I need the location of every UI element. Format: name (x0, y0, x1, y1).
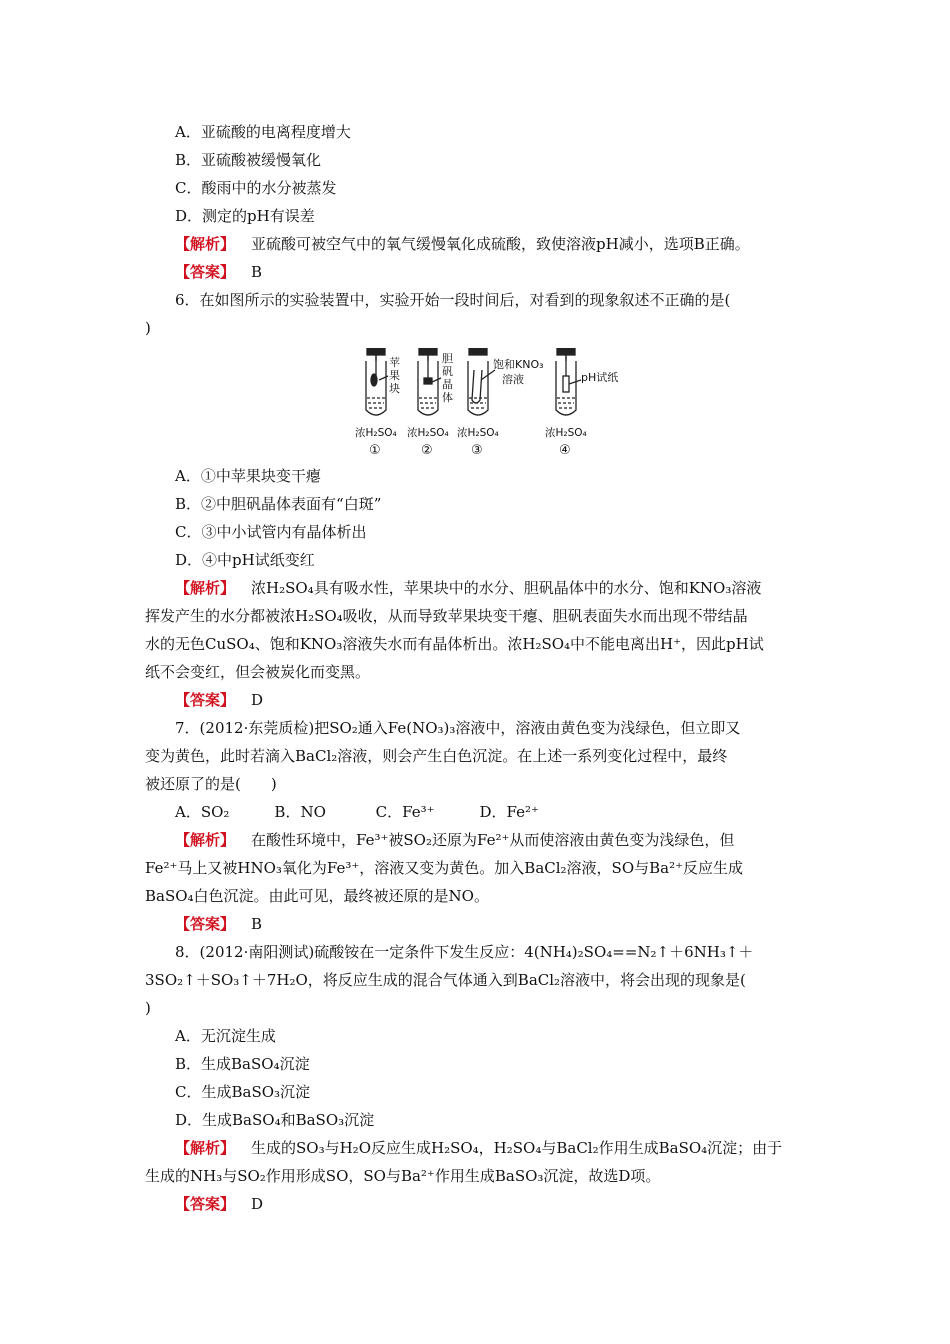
q6-analysis-line3: 水的无色CuSO₄、饱和KNO₃溶液失水而有晶体析出。浓H₂SO₄中不能电离出H⁺，因此pH试 (145, 635, 764, 653)
analysis-text: 在酸性环境中，Fe³⁺被SO₂还原为Fe²⁺从而使溶液由黄色变为浅绿色，但 (251, 831, 735, 849)
q8-stem-line3: ) (145, 999, 151, 1017)
label-acid-2: 浓H₂SO₄ (407, 427, 449, 439)
q6-apparatus-figure (145, 348, 810, 458)
stopper-3 (469, 348, 487, 355)
q6-answer (145, 686, 810, 714)
label-apple-3: 块 (389, 382, 400, 395)
q7-stem-line1: 7．(2012·东莞质检)把SO₂通入Fe(NO₃)₃溶液中，溶液由黄色变为浅绿色，但立即又 (175, 719, 741, 737)
q6-stem-line1: 6．在如图所示的实验装置中，实验开始一段时间后，对看到的现象叙述不正确的是( (175, 291, 731, 309)
q7-stem-line2: 变为黄色，此时若滴入BaCl₂溶液，则会产生白色沉淀。在上述一系列变化过程中，最终 (145, 747, 728, 765)
q8-analysis-line1 (145, 1134, 810, 1162)
analysis-label: 【解析】 (175, 831, 236, 849)
answer-label: 【答案】 (175, 263, 236, 281)
label-crystal-1: 胆 (442, 352, 453, 365)
q8-stem-line2: 3SO₂↑＋SO₃↑＋7H₂O，将反应生成的混合气体通入到BaCl₂溶液中，将会出现的现象是( (145, 971, 746, 989)
analysis-text: 亚硫酸可被空气中的氧气缓慢氧化成硫酸，致使溶液pH减小，选项B正确。 (251, 235, 750, 253)
q7-options: A．SO₂ B．NO C．Fe³⁺ D．Fe²⁺ (175, 803, 539, 821)
q5-option-a: A．亚硫酸的电离程度增大 (175, 123, 351, 141)
label-ph-paper: pH试纸 (581, 371, 619, 384)
label-num-2: ② (421, 443, 433, 458)
answer-text: B (251, 915, 263, 933)
stopper-1 (367, 348, 385, 355)
label-solution: 溶液 (502, 373, 524, 386)
stopper-4 (557, 348, 575, 355)
label-acid-1: 浓H₂SO₄ (355, 427, 397, 439)
analysis-text: 生成的SO₃与H₂O反应生成H₂SO₄，H₂SO₄与BaCl₂作用生成BaSO₄沉淀；由于 (251, 1139, 783, 1157)
q6-analysis-line1 (145, 574, 810, 602)
document-page (145, 118, 810, 1218)
answer-label: 【答案】 (175, 915, 236, 933)
q7-analysis-line3: BaSO₄白色沉淀。由此可见，最终被还原的是NO。 (145, 887, 489, 905)
answer-text: D (251, 1195, 264, 1213)
label-crystal-4: 体 (442, 391, 453, 404)
q8-option-a: A．无沉淀生成 (175, 1027, 276, 1045)
q7-analysis-line1 (145, 826, 810, 854)
q6-analysis-line2: 挥发产生的水分都被浓H₂SO₄吸收，从而导致苹果块变干瘪、胆矾表面失水而出现不带结晶 (145, 607, 748, 625)
answer-label: 【答案】 (175, 1195, 236, 1213)
label-crystal-3: 晶 (442, 378, 453, 391)
q8-stem-line1: 8．(2012·南阳测试)硫酸铵在一定条件下发生反应：4(NH₄)₂SO₄==N₂↑＋6NH₃↑＋ (175, 943, 754, 961)
answer-text: D (251, 691, 264, 709)
q5-option-d: D．测定的pH有误差 (175, 207, 315, 225)
q5-option-b: B．亚硫酸被缓慢氧化 (175, 151, 322, 169)
q5-analysis (145, 230, 810, 258)
q6-option-c: C．③中小试管内有晶体析出 (175, 523, 367, 541)
q6-option-b: B．②中胆矾晶体表面有“白斑” (175, 495, 382, 513)
q8-option-c: C．生成BaSO₃沉淀 (175, 1083, 311, 1101)
analysis-label: 【解析】 (175, 1139, 236, 1157)
q6-analysis-line4: 纸不会变红，但会被炭化而变黑。 (145, 663, 371, 681)
label-apple-2: 果 (389, 369, 400, 382)
apparatus-diagram (355, 348, 655, 458)
q7-stem-line3: 被还原了的是( ) (145, 775, 277, 793)
q6-stem-line2: ) (145, 319, 151, 337)
q7-analysis-line2: Fe²⁺马上又被HNO₃氧化为Fe³⁺，溶液又变为黄色。加入BaCl₂溶液，SO与Ba²⁺反应生成 (145, 859, 744, 877)
label-acid-3: 浓H₂SO₄ (457, 427, 499, 439)
q8-answer (145, 1190, 810, 1218)
label-kno3: 饱和KNO₃ (493, 358, 544, 371)
tube-3 (468, 361, 488, 415)
ph-paper (563, 376, 569, 392)
label-apple-1: 苹 (389, 356, 400, 369)
answer-text: B (251, 263, 263, 281)
q8-option-d: D．生成BaSO₄和BaSO₃沉淀 (175, 1111, 375, 1129)
label-crystal-2: 矾 (442, 365, 453, 378)
label-num-4: ④ (559, 443, 571, 458)
analysis-label: 【解析】 (175, 579, 236, 597)
q8-option-b: B．生成BaSO₄沉淀 (175, 1055, 310, 1073)
answer-label: 【答案】 (175, 691, 236, 709)
label-num-1: ① (369, 443, 381, 458)
analysis-label: 【解析】 (175, 235, 236, 253)
label-acid-4: 浓H₂SO₄ (545, 427, 587, 439)
label-num-3: ③ (471, 443, 483, 458)
q5-option-c: C．酸雨中的水分被蒸发 (175, 179, 337, 197)
q7-answer (145, 910, 810, 938)
q6-option-d: D．④中pH试纸变红 (175, 551, 315, 569)
analysis-text: 浓H₂SO₄具有吸水性，苹果块中的水分、胆矾晶体中的水分、饱和KNO₃溶液 (251, 579, 762, 597)
stopper-2 (419, 348, 437, 355)
crystal (424, 378, 432, 384)
q5-answer (145, 258, 810, 286)
q8-analysis-line2: 生成的NH₃与SO₂作用形成SO，SO与Ba²⁺作用生成BaSO₃沉淀，故选D项。 (145, 1167, 661, 1185)
q6-option-a: A．①中苹果块变干瘪 (175, 467, 321, 485)
